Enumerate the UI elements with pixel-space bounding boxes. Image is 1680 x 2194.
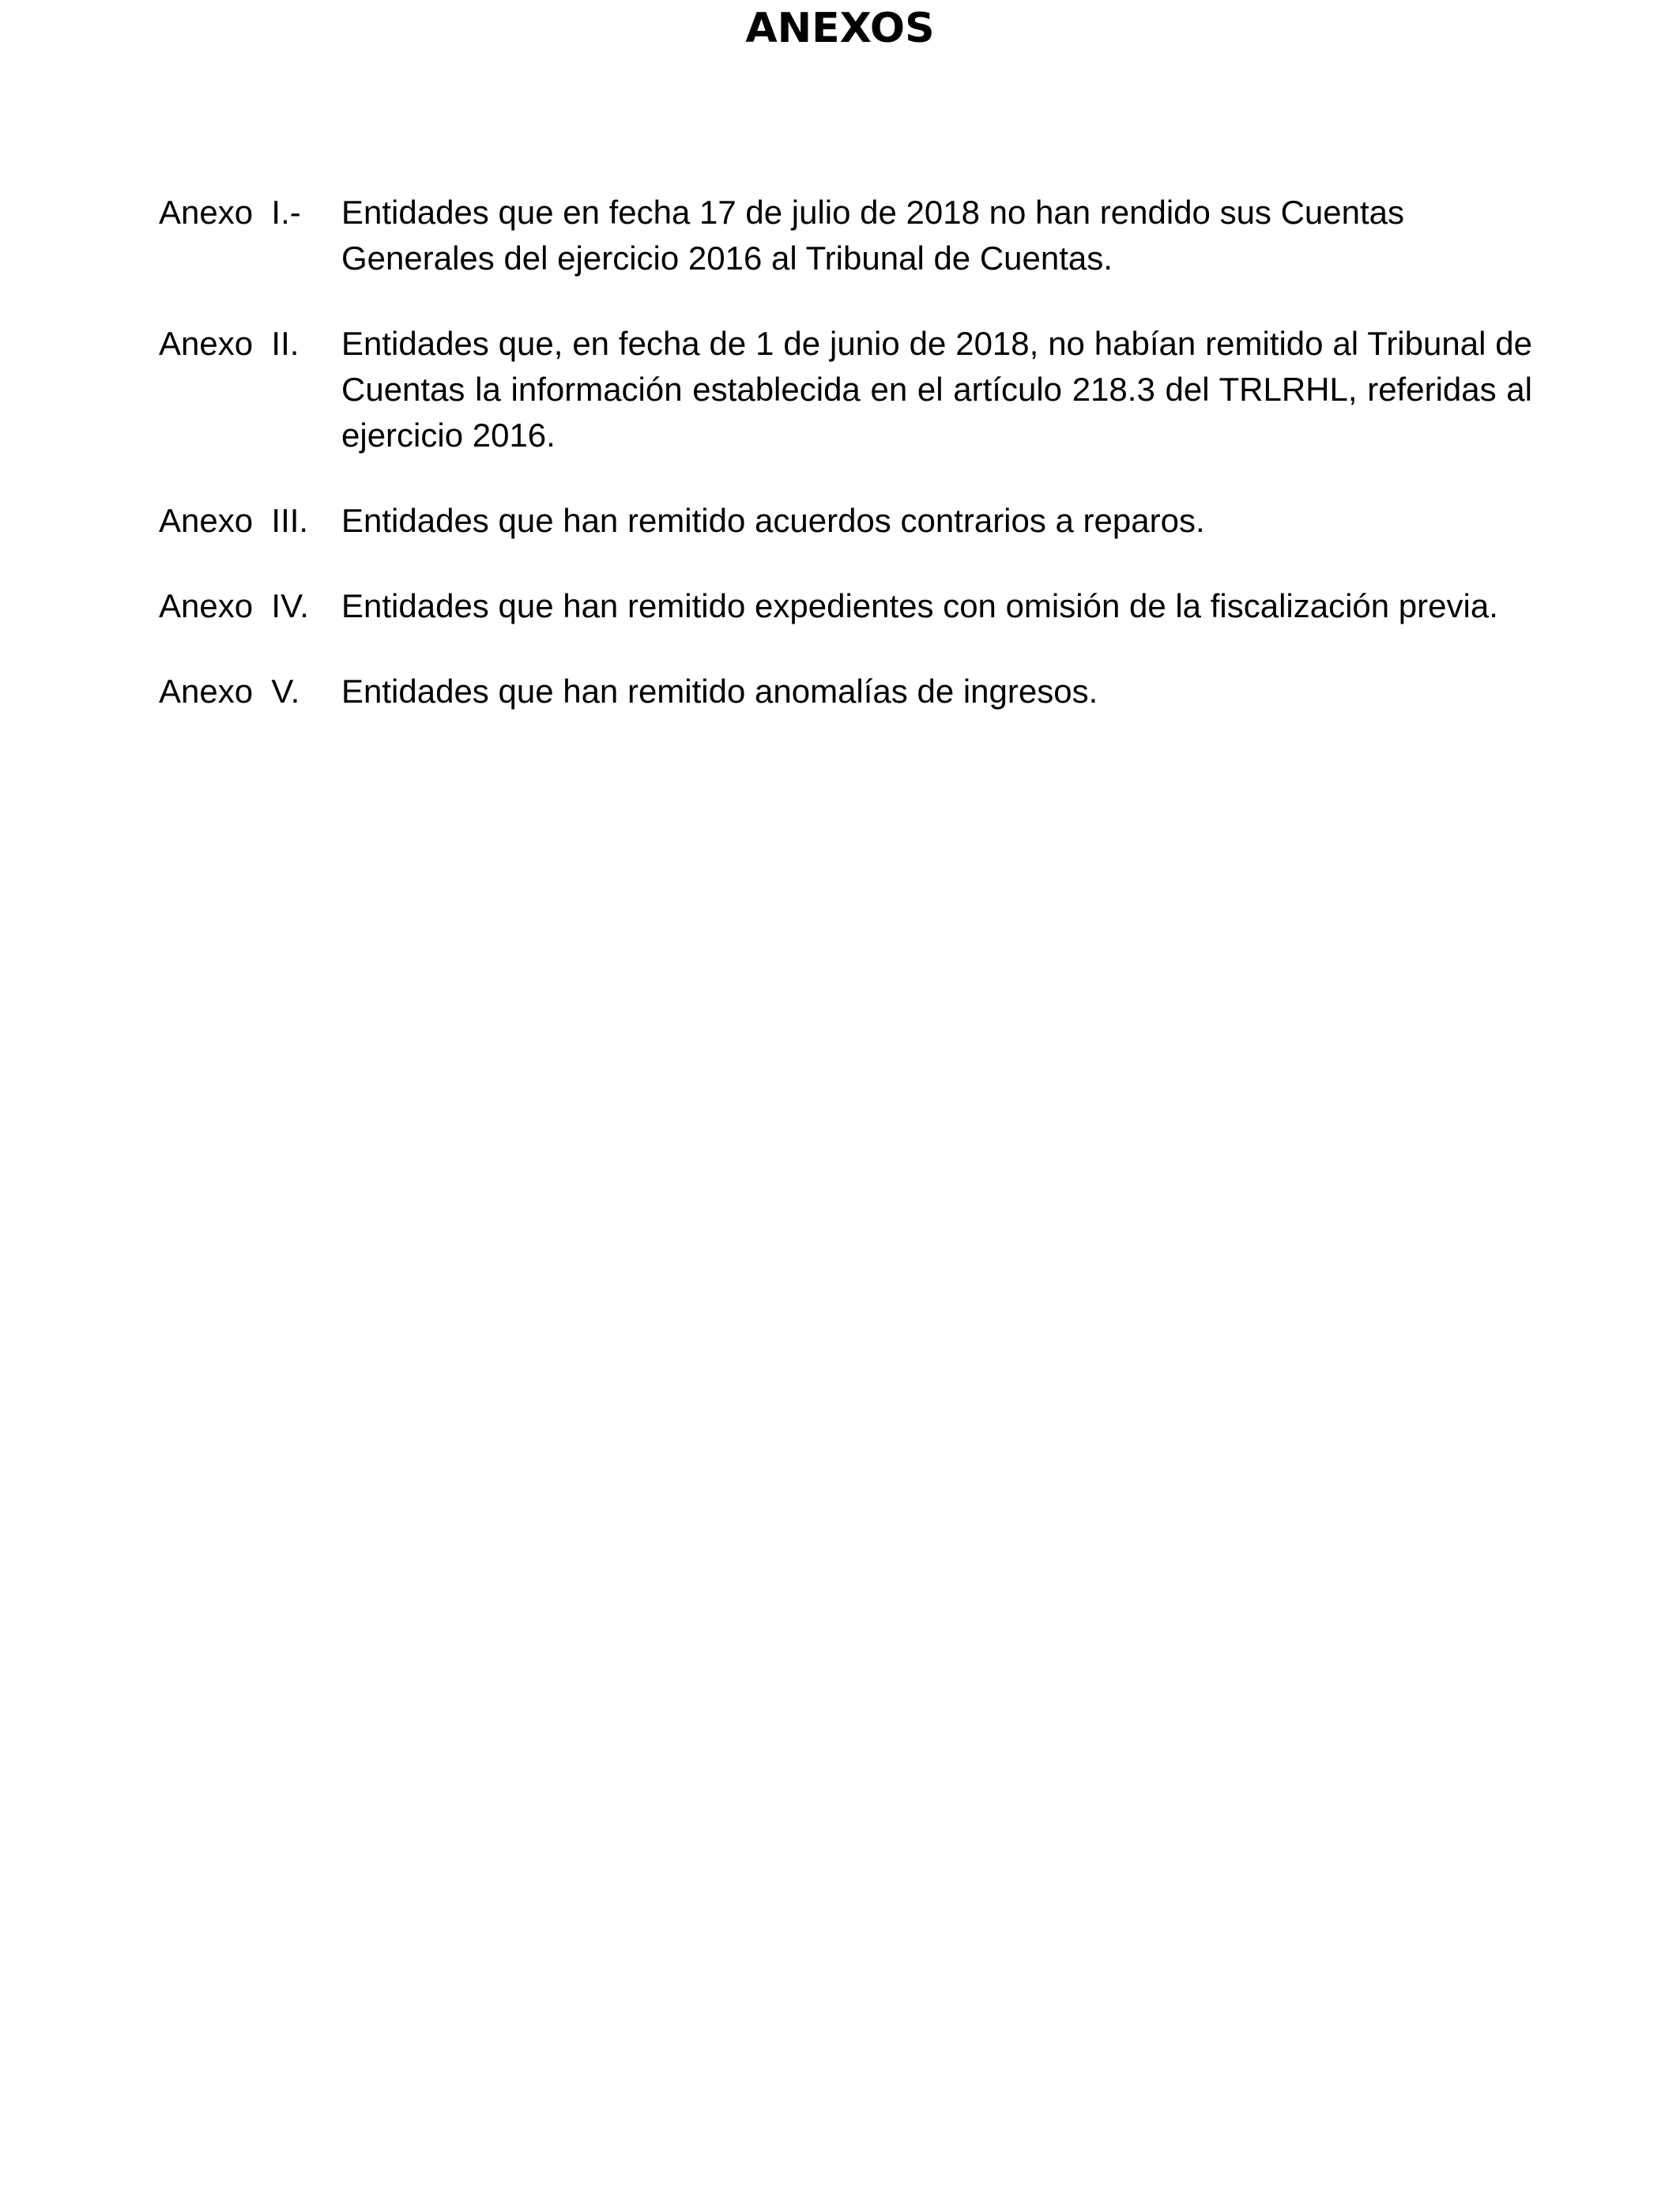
annex-item-iii (159, 498, 1532, 544)
annex-label: Anexo I.- (159, 194, 301, 231)
annex-item-iv (159, 583, 1532, 629)
annex-label: Anexo III. (159, 502, 309, 539)
annex-description: Entidades que, en fecha de 1 de junio de 2018, no habían remitido al Tribunal de Cuentas la información establecida en el artículo 218.3 del TRLRHL, referidas al ejercicio 2016. (341, 325, 1532, 454)
annex-description: Entidades que en fecha 17 de julio de 2018 no han rendido sus Cuentas Generales del ejercicio 2016 al Tribunal de Cuentas. (341, 194, 1405, 277)
annex-item-v (159, 669, 1532, 714)
annex-list (159, 190, 1532, 754)
page-title: ANEXOS (745, 5, 935, 52)
annex-description: Entidades que han remitido acuerdos contrarios a reparos. (341, 502, 1205, 539)
annex-item-ii (159, 321, 1532, 458)
annex-description: Entidades que han remitido expedientes con omisión de la fiscalización previa. (341, 587, 1498, 624)
annex-label: Anexo IV. (159, 587, 309, 624)
annex-label: Anexo V. (159, 673, 300, 710)
annex-description: Entidades que han remitido anomalías de ingresos. (341, 673, 1098, 710)
annex-item-i (159, 190, 1532, 281)
annex-label: Anexo II. (159, 325, 299, 362)
